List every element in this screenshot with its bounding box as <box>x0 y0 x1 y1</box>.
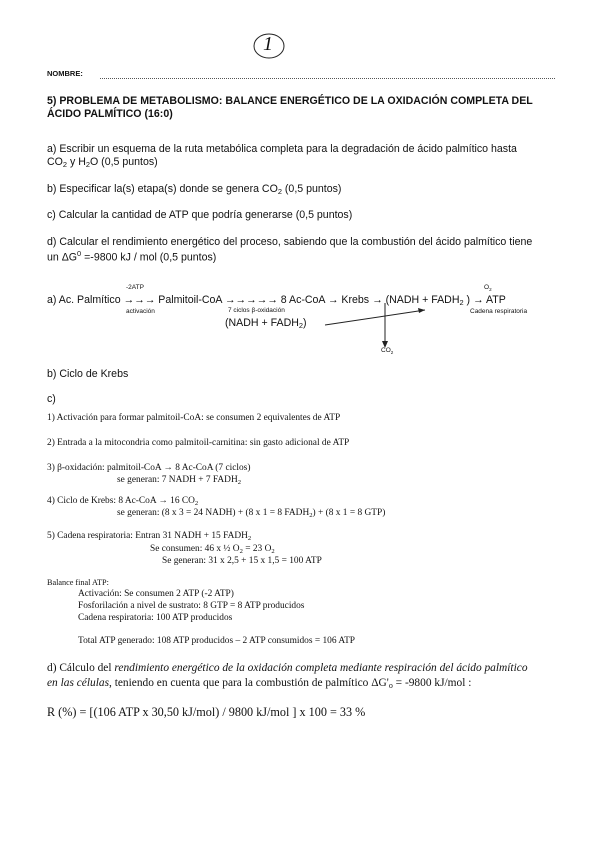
scheme-nadh-fadh2-beta: (NADH + $FADH_2$) <box>225 317 307 330</box>
answer-b: b) Ciclo de Krebs <box>47 368 129 380</box>
scheme-acetyl-coa: 8 Ac-CoA <box>280 294 325 306</box>
balance-total: Total ATP generado: 108 ATP producidos – 2 ATP consumidos = 106 ATP <box>78 636 356 646</box>
name-label: NOMBRE: <box>47 69 83 78</box>
scheme-atp: ATP <box>486 294 506 306</box>
scheme-activation-label: activación <box>126 308 155 315</box>
scheme-nadh-fadh2: (NADH + $FADH_2$ ) <box>385 294 471 307</box>
scheme-palmitic: a) Ac. Palmítico <box>47 294 121 306</box>
scheme-arrow-atp: → <box>473 294 484 306</box>
step-1: 1) Activación para formar palmitoil-CoA: se consumen 2 equivalentes de ATP <box>47 413 341 423</box>
step-5-line1: 5) Cadena respiratoria: Entran 31 NADH + 15 $FADH_2$ <box>47 531 252 542</box>
step-2: 2) Entrada a la mitocondria como palmitoil-carnitina: sin gasto adicional de ATP <box>47 438 350 448</box>
step-4-line1: 4) Ciclo de Krebs: 8 Ac-CoA → 16 $CO_2$ <box>47 496 199 507</box>
scheme-2atp-label: -2ATP <box>126 284 144 291</box>
scheme-arrows-activation: →→→ <box>123 294 156 306</box>
problem-title-line2: ÁCIDO PALMÍTICO (16:0) <box>47 108 173 120</box>
scheme-resp-label: Cadena respiratoria <box>470 308 528 315</box>
step-3-line1: 3) β-oxidación: palmitoil-CoA → 8 Ac-CoA (7 ciclos) <box>47 463 251 473</box>
question-d-line2: un $\Delta G^0 =-9800$ kJ / mol (0,5 puntos) <box>47 249 217 264</box>
scheme-arrow-nadh: → <box>372 294 383 306</box>
scheme-beta-label: 7 ciclos β-oxidación <box>228 307 285 314</box>
balance-chain: Cadena respiratoria: 100 ATP producidos <box>78 613 233 623</box>
page-number: 1 <box>263 33 273 55</box>
part-d-formula: R (%) = [(106 ATP x 30,50 kJ/mol) / 9800 kJ/mol ] x 100 = 33 % <box>47 705 366 719</box>
question-b: b) Especificar la(s) etapa(s) donde se genera $CO_2$ (0,5 puntos) <box>47 183 342 196</box>
step-5-line2: Se consumen: 46 x ½ $O_2 = 23$ $O_2$ <box>150 544 275 555</box>
scheme-o2-label: $O_2$ <box>484 284 492 292</box>
answer-c-label: c) <box>47 393 56 405</box>
scheme-krebs: Krebs <box>341 294 370 306</box>
question-d-line1: d) Calcular el rendimiento energético del proceso, sabiendo que la combustión del ácido palmítico tiene <box>47 236 533 248</box>
scheme-palmitoil-coa: Palmitoil-CoA <box>158 294 222 306</box>
step-3-line2: se generan: 7 NADH + 7 $FADH_2$ <box>117 475 242 486</box>
scheme-co2-label: $CO_2$ <box>381 347 394 355</box>
question-c: c) Calcular la cantidad de ATP que podría generarse (0,5 puntos) <box>47 209 353 221</box>
scheme-arrow-krebs: → <box>327 294 339 306</box>
balance-title: Balance final ATP: <box>47 578 109 587</box>
step-4-line2: se generan: (8 x 3 = 24 NADH) + (8 x 1 = 8 $FADH_2) + (8$ x 1 = 8 GTP) <box>117 508 386 519</box>
question-a-line2: $CO_2$ y $H_2O$ (0,5 puntos) <box>47 156 158 169</box>
problem-title-line1: 5) PROBLEMA DE METABOLISMO: BALANCE ENERGÉTICO DE LA OXIDACIÓN COMPLETA DEL <box>47 95 533 107</box>
name-line[interactable] <box>100 78 555 79</box>
part-d-line2: en las células, teniendo en cuenta que para la combustión de palmítico $\Delta G'_o = -9800$ kJ/mol : <box>47 677 472 690</box>
balance-substrate: Fosforilación a nivel de sustrato: 8 GTP = 8 ATP producidos <box>78 601 305 611</box>
scheme-arrows-beta: →→→→→ <box>224 294 278 306</box>
balance-activation: Activación: Se consumen 2 ATP (-2 ATP) <box>78 589 234 599</box>
scheme-connector-arrows-icon <box>320 300 440 355</box>
question-a-line1: a) Escribir un esquema de la ruta metabólica completa para la degradación de ácido palmítico hasta <box>47 143 517 155</box>
step-5-line3: Se generan: 31 x 2,5 + 15 x 1,5 = 100 ATP <box>162 556 322 566</box>
part-d-line1: d) Cálculo del rendimiento energético de la oxidación completa mediante respiración del ácido palmítico <box>47 662 528 674</box>
